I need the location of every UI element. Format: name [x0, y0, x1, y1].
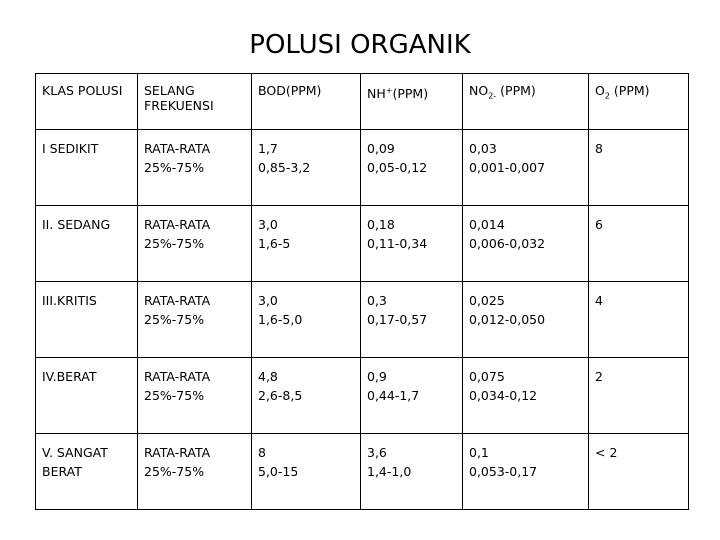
cell-bod: 1,7 0,85-3,2: [252, 130, 361, 206]
table-row: [36, 206, 689, 282]
cell-selang: RATA-RATA 25%-75%: [138, 282, 252, 358]
cell-bod: 4,8 2,6-8,5: [252, 358, 361, 434]
cell-bod: 3,0 1,6-5: [252, 206, 361, 282]
page-title: POLUSI ORGANIK: [249, 30, 471, 60]
cell-o2: 2: [589, 358, 689, 434]
cell-klas: I SEDIKIT: [36, 130, 138, 206]
table-row: [36, 282, 689, 358]
cell-selang: RATA-RATA 25%-75%: [138, 130, 252, 206]
cell-nh: 3,6 1,4-1,0: [361, 434, 463, 510]
table-row: [36, 130, 689, 206]
header-selang-frekuensi: SELANG FREKUENSI: [138, 74, 252, 130]
cell-klas: V. SANGAT BERAT: [36, 434, 138, 510]
cell-selang: RATA-RATA 25%-75%: [138, 206, 252, 282]
cell-nh: 0,18 0,11-0,34: [361, 206, 463, 282]
cell-no2: 0,03 0,001-0,007: [463, 130, 589, 206]
header-klas-polusi: KLAS POLUSI: [36, 74, 138, 130]
cell-o2: 8: [589, 130, 689, 206]
cell-o2: < 2: [589, 434, 689, 510]
table-row: [36, 434, 689, 510]
cell-selang: RATA-RATA 25%-75%: [138, 358, 252, 434]
cell-o2: 6: [589, 206, 689, 282]
cell-no2: 0,014 0,006-0,032: [463, 206, 589, 282]
cell-bod: 8 5,0-15: [252, 434, 361, 510]
cell-klas: III.KRITIS: [36, 282, 138, 358]
cell-bod: 3,0 1,6-5,0: [252, 282, 361, 358]
cell-nh: 0,3 0,17-0,57: [361, 282, 463, 358]
cell-nh: 0,09 0,05-0,12: [361, 130, 463, 206]
cell-klas: IV.BERAT: [36, 358, 138, 434]
header-o2: $O_2$ (PPM): [589, 74, 689, 130]
header-bod: BOD(PPM): [252, 74, 361, 130]
cell-no2: 0,075 0,034-0,12: [463, 358, 589, 434]
cell-klas: II. SEDANG: [36, 206, 138, 282]
cell-no2: 0,1 0,053-0,17: [463, 434, 589, 510]
cell-nh: 0,9 0,44-1,7: [361, 358, 463, 434]
table-row: [36, 358, 689, 434]
header-nh: NH+(PPM): [361, 74, 463, 130]
cell-selang: RATA-RATA 25%-75%: [138, 434, 252, 510]
header-no2: $NO_{2-}$ (PPM): [463, 74, 589, 130]
polusi-table: [35, 73, 689, 510]
table-header-row: [36, 74, 689, 130]
cell-o2: 4: [589, 282, 689, 358]
cell-no2: 0,025 0,012-0,050: [463, 282, 589, 358]
